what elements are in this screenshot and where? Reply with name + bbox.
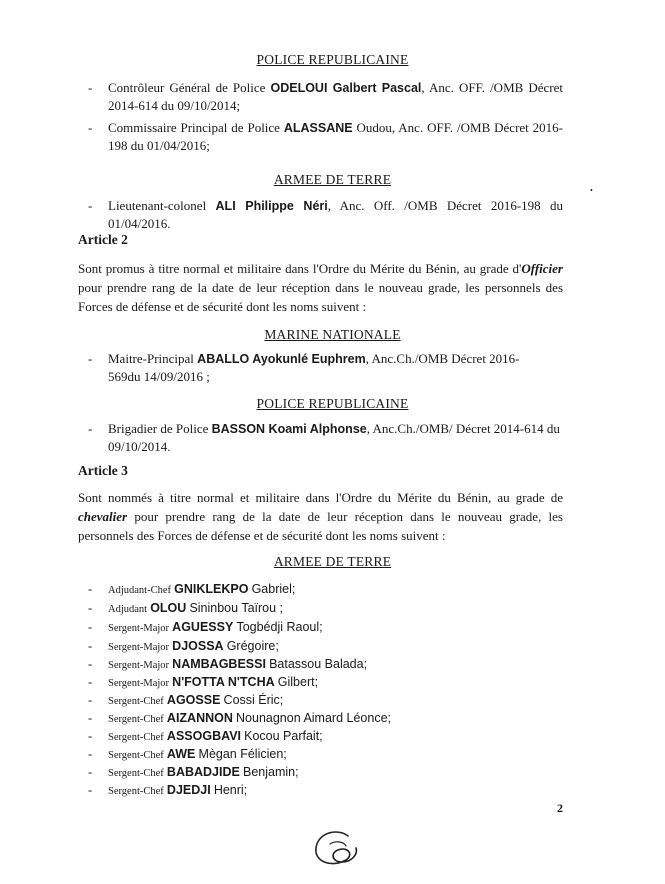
entry-details: , Anc. OFF. /OMB Décret 2014-614 du 09/10/2014;: [108, 80, 564, 113]
person-rank: Sergent-Chef: [108, 732, 164, 743]
person-firstname: Gabriel;: [251, 582, 296, 596]
article-3-text: [78, 488, 563, 545]
entry-name: ALI Philippe Néri: [215, 199, 328, 213]
person-firstname: Sininbou Taïrou ;: [189, 601, 284, 615]
person-surname: DJOSSA: [172, 639, 224, 653]
entry-odeloui: [88, 79, 564, 114]
entry-rank-text: Contrôleur Général de Police: [108, 80, 271, 95]
section-heading-police-2: POLICE REPUBLICAINE: [256, 396, 409, 411]
bullet-dash: -: [88, 729, 93, 743]
bullet-dash: -: [88, 421, 93, 436]
entry-details: , Anc. Off. /OMB Décret 2016-198 du 01/04/2016.: [108, 198, 563, 231]
list-item: [88, 782, 248, 800]
bullet-dash: -: [88, 601, 93, 615]
bullet-dash: -: [88, 639, 93, 653]
bullet-dash: -: [88, 765, 93, 779]
article-3-text-start: Sont nommés à titre normal et militaire dans l'Ordre du Mérite du Bénin, au grade de: [78, 490, 563, 505]
person-rank: Sergent-Chef: [108, 714, 164, 725]
bullet-dash: -: [88, 620, 93, 634]
entry-rank-text: Maitre-Principal: [108, 351, 198, 366]
article-3-grade: chevalier: [78, 509, 128, 524]
list-item: [88, 728, 323, 746]
bullet-dash: -: [88, 80, 93, 95]
scan-mark: •: [590, 186, 593, 195]
person-surname: NAMBAGBESSI: [172, 657, 266, 671]
section-heading-armee-2: ARMEE DE TERRE: [273, 554, 392, 569]
bullet-dash: -: [88, 675, 93, 689]
bullet-dash: -: [88, 582, 93, 596]
entry-name: ODELOUI Galbert Pascal: [270, 81, 422, 95]
person-rank: Sergent-Chef: [108, 696, 164, 707]
section-heading-marine: MARINE NATIONALE: [264, 327, 401, 342]
person-surname: OLOU: [150, 601, 187, 615]
list-item: [88, 581, 296, 599]
person-firstname: Benjamin;: [242, 765, 299, 779]
person-firstname: Togbédji Raoul;: [236, 620, 323, 634]
person-rank: Sergent-Major: [108, 642, 170, 653]
bullet-dash: -: [88, 747, 93, 761]
person-surname: AGUESSY: [172, 620, 234, 634]
article-2-text-end: pour prendre rang de la date de leur réception dans le nouveau grade, les personnels des Forces de défense et de sécurité dont les noms suivent :: [78, 280, 563, 314]
person-firstname: Henri;: [213, 783, 248, 797]
list-item: [88, 656, 368, 674]
entry-alassane: [88, 119, 563, 154]
entry-name: ALASSANE: [283, 121, 353, 135]
person-surname: GNIKLEKPO: [174, 582, 249, 596]
entry-rank-text: Commissaire Principal de Police: [108, 120, 284, 135]
bullet-dash: -: [88, 711, 93, 725]
article-3-text-end: pour prendre rang de la date de leur réception dans le nouveau grade, les personnels des Forces de défense et de sécurité dont les noms suivent :: [78, 509, 563, 543]
signature-initial: [308, 826, 368, 872]
bullet-dash: -: [88, 783, 93, 797]
person-surname: BABADJIDE: [166, 765, 240, 779]
entry-aballo: [88, 350, 548, 385]
section-heading-armee: ARMEE DE TERRE: [273, 172, 392, 187]
article-2-text-start: Sont promus à titre normal et militaire dans l'Ordre du Mérite du Bénin, au grade d': [78, 261, 522, 276]
entry-name: ABALLO Ayokunlé Euphrem: [197, 352, 366, 366]
person-firstname: Cossi Éric;: [223, 693, 284, 707]
entry-name: BASSON Koami Alphonse: [211, 422, 367, 436]
entry-details: , Anc.Ch./OMB/ Décret 2014-614 du 09/10/2014.: [108, 421, 560, 454]
list-item: [88, 710, 391, 728]
person-surname: AIZANNON: [166, 711, 233, 725]
person-firstname: Nounagnon Aimard Léonce;: [236, 711, 391, 725]
person-surname: DJEDJI: [166, 783, 211, 797]
person-rank: Sergent-Chef: [108, 750, 164, 761]
entry-details: Oudou, Anc. OFF. /OMB Décret 2016-198 du 01/04/2016;: [108, 120, 563, 153]
person-rank: Adjudant: [108, 604, 148, 615]
person-rank: Sergent-Major: [108, 678, 170, 689]
bullet-dash: -: [88, 657, 93, 671]
entry-ali: [88, 197, 563, 232]
person-surname: AGOSSE: [166, 693, 221, 707]
person-firstname: Gilbert;: [277, 675, 319, 689]
article-2-text: [78, 259, 563, 316]
list-item: [88, 600, 284, 618]
person-surname: N'FOTTA N'TCHA: [172, 675, 275, 689]
page-number: 2: [557, 801, 563, 815]
person-firstname: Mègan Félicien;: [198, 747, 287, 761]
bullet-dash: -: [88, 198, 93, 213]
entry-rank-text: Brigadier de Police: [108, 421, 212, 436]
entry-basson: [88, 420, 563, 455]
list-item: [88, 692, 284, 710]
person-rank: Sergent-Chef: [108, 768, 164, 779]
person-firstname: Batassou Balada;: [269, 657, 368, 671]
person-rank: Sergent-Major: [108, 660, 170, 671]
entry-details: , Anc.Ch./OMB Décret 2016-569du 14/09/2016 ;: [108, 351, 520, 384]
person-firstname: Grégoire;: [226, 639, 279, 653]
list-item: [88, 619, 323, 637]
person-rank: Sergent-Major: [108, 623, 170, 634]
article-3-title: Article 3: [78, 463, 128, 478]
list-item: [88, 764, 299, 782]
person-rank: Sergent-Chef: [108, 786, 164, 797]
person-firstname: Kocou Parfait;: [244, 729, 323, 743]
person-surname: ASSOGBAVI: [166, 729, 242, 743]
person-surname: AWE: [166, 747, 196, 761]
article-2-title: Article 2: [78, 232, 128, 247]
bullet-dash: -: [88, 120, 93, 135]
person-rank: Adjudant-Chef: [108, 585, 171, 596]
list-item: [88, 674, 319, 692]
list-item: [88, 638, 279, 656]
section-heading-police: POLICE REPUBLICAINE: [256, 52, 409, 67]
bullet-dash: -: [88, 693, 93, 707]
list-item: [88, 746, 287, 764]
entry-rank-text: Lieutenant-colonel: [108, 198, 216, 213]
article-2-grade: Officier: [521, 261, 563, 276]
bullet-dash: -: [88, 351, 93, 366]
